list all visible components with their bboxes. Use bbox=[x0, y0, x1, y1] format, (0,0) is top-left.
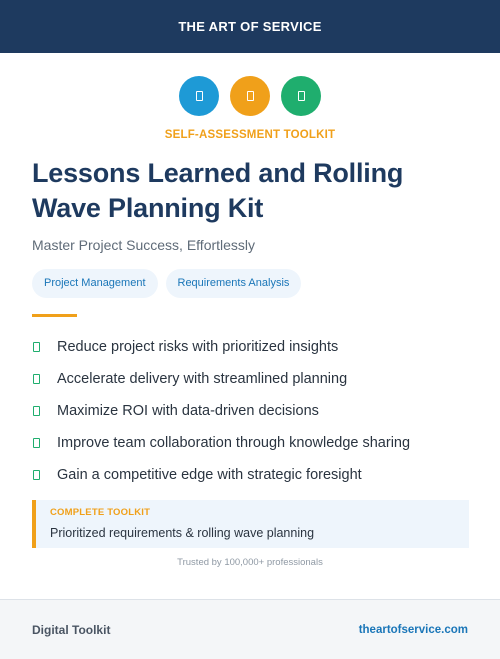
kicker-label: SELF-ASSESSMENT TOOLKIT bbox=[164, 129, 336, 141]
tag-project-management[interactable]: Project Management bbox=[32, 269, 158, 298]
brand-title: THE ART OF SERVICE bbox=[178, 19, 322, 34]
list-item bbox=[32, 427, 410, 459]
accent-divider bbox=[32, 314, 77, 317]
check-icon bbox=[33, 470, 40, 480]
page-title: Lessons Learned and Rolling Wave Planning Kit bbox=[32, 158, 404, 223]
list-item bbox=[32, 363, 410, 395]
list-item bbox=[32, 459, 410, 491]
benefit-text: Improve team collaboration through knowledge sharing bbox=[57, 435, 411, 451]
toolkit-callout bbox=[32, 500, 469, 548]
list-item bbox=[32, 395, 410, 427]
checklist-icon bbox=[281, 76, 321, 116]
benefit-text: Accelerate delivery with streamlined planning bbox=[57, 371, 348, 387]
benefit-list bbox=[32, 331, 410, 491]
clipboard-icon bbox=[230, 76, 270, 116]
benefit-text: Reduce project risks with prioritized insights bbox=[57, 339, 339, 355]
trust-note: Trusted by 100,000+ professionals bbox=[177, 557, 323, 568]
tag-requirements-analysis[interactable]: Requirements Analysis bbox=[166, 269, 302, 298]
website-link[interactable]: theartofservice.com bbox=[358, 623, 468, 636]
check-icon bbox=[33, 438, 40, 448]
list-item bbox=[32, 331, 410, 363]
footer-label: Digital Toolkit bbox=[32, 622, 111, 637]
document-icon bbox=[179, 76, 219, 116]
check-icon bbox=[33, 342, 40, 352]
callout-kicker: COMPLETE TOOLKIT bbox=[50, 507, 151, 518]
check-icon bbox=[33, 374, 40, 384]
check-icon bbox=[33, 406, 40, 416]
header-bar bbox=[0, 0, 500, 53]
tag-list bbox=[32, 269, 301, 298]
benefit-text: Maximize ROI with data-driven decisions bbox=[57, 403, 319, 419]
subtitle: Master Project Success, Effortlessly bbox=[32, 237, 256, 253]
icon-row bbox=[0, 76, 500, 116]
benefit-text: Gain a competitive edge with strategic foresight bbox=[57, 467, 362, 483]
footer-bar bbox=[0, 599, 500, 659]
callout-text: Prioritized requirements & rolling wave planning bbox=[50, 526, 315, 540]
